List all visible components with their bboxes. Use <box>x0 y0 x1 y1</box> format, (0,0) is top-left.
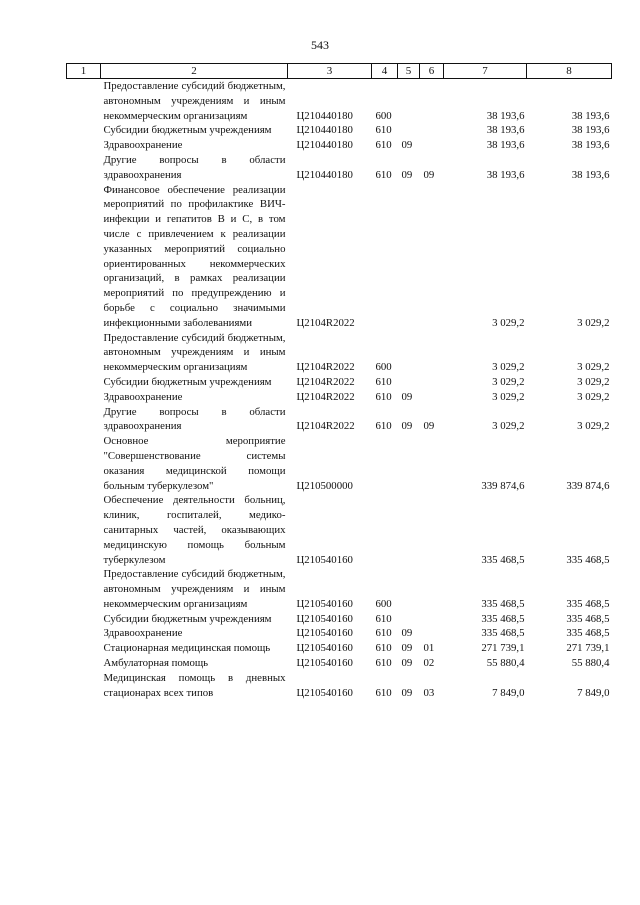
cell-subsection <box>420 331 444 375</box>
cell-name: Здравоохранение <box>103 139 183 152</box>
cell-amount-1: 335 468,5 <box>481 627 525 640</box>
cell-amount-2: 55 880,4 <box>571 657 610 670</box>
cell-subsection <box>420 567 444 611</box>
cell-section <box>398 612 420 627</box>
cell-subsection: 09 <box>423 420 435 433</box>
cell-expense-type: 610 <box>375 139 392 152</box>
cell-subsection: 01 <box>423 642 435 655</box>
cell-code: Ц210540160 <box>296 657 353 670</box>
cell-expense-type <box>372 434 398 493</box>
cell-empty <box>67 79 101 124</box>
cell-empty <box>67 123 101 138</box>
cell-subsection <box>420 123 444 138</box>
cell-empty <box>67 656 101 671</box>
table-row <box>67 183 612 331</box>
table-row <box>67 612 612 627</box>
cell-amount-1: 55 880,4 <box>486 657 525 670</box>
cell-name: Субсидии бюджетным учреждениям <box>103 375 272 388</box>
cell-section <box>398 79 420 124</box>
cell-empty <box>67 641 101 656</box>
cell-code: Ц2104R2022 <box>296 390 355 403</box>
cell-expense-type: 610 <box>375 420 392 433</box>
table-row <box>67 641 612 656</box>
cell-amount-2: 38 193,6 <box>571 109 610 122</box>
budget-table <box>66 63 612 700</box>
cell-empty <box>67 671 101 701</box>
cell-expense-type <box>372 493 398 567</box>
cell-amount-1: 3 029,2 <box>492 316 525 329</box>
cell-subsection <box>420 138 444 153</box>
table-row <box>67 331 612 375</box>
table-row <box>67 567 612 611</box>
cell-amount-1: 7 849,0 <box>492 686 525 699</box>
cell-expense-type: 610 <box>375 390 392 403</box>
cell-expense-type: 610 <box>375 642 392 655</box>
cell-code: Ц2104R2022 <box>296 375 355 388</box>
table-row <box>67 493 612 567</box>
page-number: 543 <box>311 38 329 52</box>
cell-section: 09 <box>401 420 413 433</box>
cell-expense-type: 600 <box>375 109 392 122</box>
cell-subsection <box>420 493 444 567</box>
header-col-8: 8 <box>527 64 612 79</box>
cell-subsection <box>420 612 444 627</box>
cell-amount-2: 335 468,5 <box>566 597 610 610</box>
cell-empty <box>67 390 101 405</box>
table-row <box>67 656 612 671</box>
table-row <box>67 626 612 641</box>
cell-empty <box>67 153 101 183</box>
cell-amount-1: 38 193,6 <box>486 168 525 181</box>
cell-subsection: 02 <box>423 657 435 670</box>
cell-subsection <box>420 183 444 331</box>
cell-name: Обеспечение деятельности больниц, клиник, госпиталей, медико-санитарных частей, оказывающих медицинскую помощь больным туберкулезом <box>103 494 286 566</box>
header-col-2: 2 <box>101 64 288 79</box>
cell-section: 09 <box>401 627 413 640</box>
cell-expense-type: 610 <box>375 612 392 625</box>
cell-empty <box>67 493 101 567</box>
cell-amount-1: 38 193,6 <box>486 139 525 152</box>
cell-amount-1: 335 468,5 <box>481 553 525 566</box>
cell-empty <box>67 183 101 331</box>
cell-section: 09 <box>401 686 413 699</box>
header-row <box>67 64 612 79</box>
cell-expense-type: 600 <box>375 597 392 610</box>
cell-code: Ц210540160 <box>296 612 353 625</box>
cell-expense-type: 610 <box>375 686 392 699</box>
cell-amount-2: 3 029,2 <box>577 361 610 374</box>
cell-subsection <box>420 375 444 390</box>
table-row <box>67 375 612 390</box>
cell-amount-2: 38 193,6 <box>571 168 610 181</box>
cell-empty <box>67 331 101 375</box>
header-col-7: 7 <box>444 64 527 79</box>
header-col-1: 1 <box>67 64 101 79</box>
cell-amount-2: 3 029,2 <box>577 375 610 388</box>
cell-amount-2: 335 468,5 <box>566 627 610 640</box>
cell-amount-2: 335 468,5 <box>566 612 610 625</box>
cell-amount-1: 335 468,5 <box>481 612 525 625</box>
header-col-4: 4 <box>372 64 398 79</box>
cell-code: Ц210540160 <box>296 597 353 610</box>
cell-name: Медицинская помощь в дневных стационарах всех типов <box>103 671 286 699</box>
cell-amount-2: 3 029,2 <box>577 316 610 329</box>
cell-name: Субсидии бюджетным учреждениям <box>103 612 272 625</box>
cell-code: Ц210440180 <box>296 124 353 137</box>
cell-code: Ц210440180 <box>296 139 353 152</box>
cell-empty <box>67 375 101 390</box>
cell-amount-2: 335 468,5 <box>566 553 610 566</box>
cell-code: Ц210500000 <box>296 479 353 492</box>
cell-code: Ц2104R2022 <box>296 420 355 433</box>
cell-name: Другие вопросы в области здравоохранения <box>103 153 286 181</box>
cell-empty <box>67 138 101 153</box>
cell-code: Ц210440180 <box>296 168 353 181</box>
cell-section <box>398 123 420 138</box>
cell-name: Здравоохранение <box>103 390 183 403</box>
cell-expense-type: 600 <box>375 361 392 374</box>
cell-empty <box>67 434 101 493</box>
cell-subsection: 03 <box>423 686 435 699</box>
cell-amount-1: 3 029,2 <box>492 420 525 433</box>
cell-name: Субсидии бюджетным учреждениям <box>103 124 272 137</box>
cell-empty <box>67 567 101 611</box>
cell-empty <box>67 612 101 627</box>
table-row <box>67 434 612 493</box>
header-col-5: 5 <box>398 64 420 79</box>
cell-name: Предоставление субсидий бюджетным, автономным учреждениям и иным некоммерческим организациям <box>103 80 286 122</box>
cell-section <box>398 183 420 331</box>
table-row <box>67 390 612 405</box>
cell-subsection <box>420 79 444 124</box>
cell-code: Ц210440180 <box>296 109 353 122</box>
cell-section <box>398 331 420 375</box>
table-row <box>67 123 612 138</box>
cell-code: Ц210540160 <box>296 642 353 655</box>
cell-expense-type: 610 <box>375 627 392 640</box>
cell-name: Другие вопросы в области здравоохранения <box>103 405 286 433</box>
cell-amount-2: 38 193,6 <box>571 124 610 137</box>
cell-name: Финансовое обеспечение реализации мероприятий по профилактике ВИЧ-инфекции и гепатитов B и C, в том числе с привлечением к реализации указанных мероприятий социально ориентированных некоммерческих организаций, в рамках реализации мероприятий по предупреждению и борьбе с социально значимыми инфекционными заболеваниями <box>103 183 286 329</box>
cell-code: Ц210540160 <box>296 553 353 566</box>
cell-section: 09 <box>401 642 413 655</box>
cell-subsection <box>420 434 444 493</box>
cell-section <box>398 567 420 611</box>
cell-section: 09 <box>401 657 413 670</box>
cell-subsection <box>420 626 444 641</box>
cell-amount-1: 335 468,5 <box>481 597 525 610</box>
cell-empty <box>67 626 101 641</box>
cell-name: Стационарная медицинская помощь <box>103 642 271 655</box>
cell-section <box>398 493 420 567</box>
cell-empty <box>67 405 101 435</box>
cell-amount-1: 3 029,2 <box>492 375 525 388</box>
table-row <box>67 79 612 124</box>
cell-section <box>398 434 420 493</box>
cell-name: Амбулаторная помощь <box>103 657 209 670</box>
cell-expense-type: 610 <box>375 124 392 137</box>
cell-amount-2: 38 193,6 <box>571 139 610 152</box>
header-col-6: 6 <box>420 64 444 79</box>
table-row <box>67 405 612 435</box>
cell-section: 09 <box>401 168 413 181</box>
cell-code: Ц2104R2022 <box>296 361 355 374</box>
cell-section: 09 <box>401 139 413 152</box>
cell-amount-1: 38 193,6 <box>486 109 525 122</box>
cell-code: Ц2104R2022 <box>296 316 355 329</box>
table-row <box>67 138 612 153</box>
cell-section <box>398 375 420 390</box>
cell-code: Ц210540160 <box>296 686 353 699</box>
cell-subsection: 09 <box>423 168 435 181</box>
cell-amount-2: 271 739,1 <box>566 642 610 655</box>
cell-amount-1: 38 193,6 <box>486 124 525 137</box>
cell-name: Предоставление субсидий бюджетным, автономным учреждениям и иным некоммерческим организациям <box>103 568 286 610</box>
cell-amount-1: 3 029,2 <box>492 390 525 403</box>
cell-name: Здравоохранение <box>103 627 183 640</box>
cell-amount-2: 3 029,2 <box>577 390 610 403</box>
cell-amount-2: 7 849,0 <box>577 686 610 699</box>
cell-name: Предоставление субсидий бюджетным, автономным учреждениям и иным некоммерческим организациям <box>103 331 286 374</box>
cell-expense-type: 610 <box>375 168 392 181</box>
cell-expense-type: 610 <box>375 375 392 388</box>
cell-section: 09 <box>401 390 413 403</box>
cell-expense-type: 610 <box>375 657 392 670</box>
cell-amount-1: 339 874,6 <box>481 479 525 492</box>
cell-amount-1: 3 029,2 <box>492 361 525 374</box>
cell-name: Основное мероприятие "Совершенствование системы оказания медицинской помощи больным туберкулезом" <box>103 435 286 492</box>
cell-expense-type <box>372 183 398 331</box>
cell-amount-1: 271 739,1 <box>481 642 525 655</box>
table-row <box>67 153 612 183</box>
header-col-3: 3 <box>288 64 372 79</box>
cell-code: Ц210540160 <box>296 627 353 640</box>
table-row <box>67 671 612 701</box>
cell-subsection <box>420 390 444 405</box>
cell-amount-2: 339 874,6 <box>566 479 610 492</box>
cell-amount-2: 3 029,2 <box>577 420 610 433</box>
